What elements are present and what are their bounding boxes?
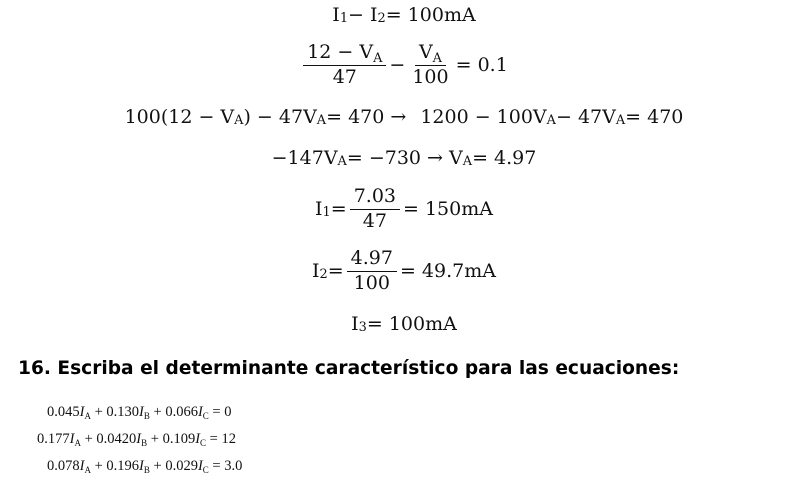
- problem-heading: 16. Escriba el determinante característico para las ecuaciones:: [18, 358, 680, 379]
- equation-i3: I $_3$ = 100mA: [351, 313, 457, 336]
- system-equation-3: $0.078I_A + 0.196I_B + 0.029I_C = 3.0$: [47, 458, 243, 475]
- equation-expanded: 100(12 − V $_A$ ) − 47V $_A$ = 470 → 1200 − 100V $_A$ − 47V $_A$ = 470: [124, 106, 684, 129]
- fraction: $\frac{4.97}{100}$: [347, 248, 397, 295]
- equation-solve-va: −147V $_A$ = −730 → V $_A$ = 4.97: [271, 147, 537, 170]
- fraction: $\frac{7.03}{47}$: [350, 186, 400, 233]
- equation-current-difference: I $_1$ − I $_2$ = 100mA: [332, 4, 476, 27]
- system-equation-1: $0.045I_A + 0.130I_B + 0.066I_C = 0$: [47, 404, 232, 421]
- fraction: $\frac{V_A}{100}$: [412, 41, 449, 88]
- equation-node-fractions: $\frac{12 - V_A}{47}$ − $\frac{V_A}{100}$ = 0.1: [0, 42, 808, 89]
- equation-i2: I $_2$ = $\frac{4.97}{100}$ = 49.7mA: [312, 247, 496, 294]
- equation-i1: I $_1$ = $\frac{7.03}{47}$ = 150mA: [315, 185, 493, 232]
- fraction: $\frac{12 - V_A}{47}$: [303, 42, 386, 89]
- system-equation-2: $0.177I_A + 0.0420I_B + 0.109I_C = 12$: [37, 431, 236, 448]
